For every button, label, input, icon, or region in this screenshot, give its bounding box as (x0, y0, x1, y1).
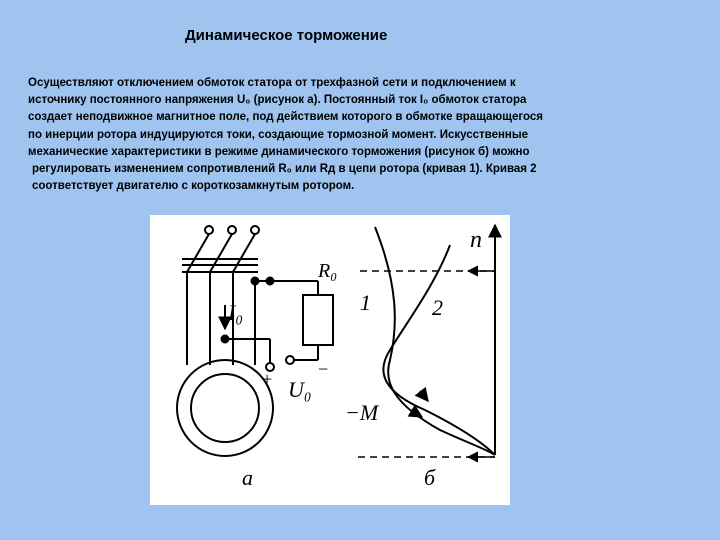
switch-blade-2 (210, 234, 232, 272)
curve-1-label: 1 (360, 290, 371, 315)
terminal-3 (251, 226, 259, 234)
paragraph-line-6: регулировать изменением сопротивлений R₀ или Rд в цепи ротора (кривая 1). Кривая 2 (32, 162, 537, 175)
axis-m-label: −M (345, 400, 379, 425)
paragraph-line-1: Осуществляют отключением обмоток статора от трехфазной сети и подключением к (28, 77, 516, 89)
circuit-caption: а (242, 465, 253, 490)
junction-dot-1 (252, 278, 259, 285)
current-label: I₀ (228, 300, 243, 325)
paragraph-line-3: создает неподвижное магнитное поле, под действием которого в обмотке вращающегося (28, 111, 543, 124)
paragraph-line-7: соответствует двигателю с короткозамкнутым ротором. (32, 180, 355, 193)
curve-2 (383, 245, 495, 455)
mechanical-characteristics-chart (358, 225, 495, 457)
curve-2-label: 2 (432, 295, 443, 320)
figure-svg (150, 215, 510, 505)
terminal-2 (228, 226, 236, 234)
plus-label: + (262, 369, 273, 389)
resistor-r0 (303, 295, 333, 345)
dc-minus-terminal (286, 356, 294, 364)
slide-title: Динамическое торможение (185, 27, 388, 44)
paragraph-line-4: по инерции ротора индуцируются токи, создающие тормозной момент. Искусственные (28, 128, 529, 141)
paragraph-line-5: механические характеристики в режиме динамического торможения (рисунок б) можно (28, 145, 530, 158)
junction-dot-3 (222, 336, 229, 343)
resistor-label: R₀ (318, 260, 338, 282)
motor-rotor-inner (191, 374, 259, 442)
terminal-1 (205, 226, 213, 234)
switch-blade-3 (233, 234, 255, 272)
minus-label: − (318, 359, 329, 379)
axis-n-label: n (470, 227, 482, 253)
description-paragraph (28, 75, 708, 195)
voltage-label: U₀ (288, 377, 312, 402)
junction-dot-2 (267, 278, 274, 285)
figure-panel (150, 215, 510, 505)
curve-1 (375, 227, 495, 455)
chart-caption: б (424, 465, 436, 490)
circuit-diagram (177, 226, 333, 456)
curve-2-arrow (420, 391, 428, 401)
switch-blade-1 (187, 234, 209, 272)
paragraph-line-2: источнику постоянного напряжения U₀ (рисунок а). Постоянный ток I₀ обмоток статора (28, 94, 527, 107)
